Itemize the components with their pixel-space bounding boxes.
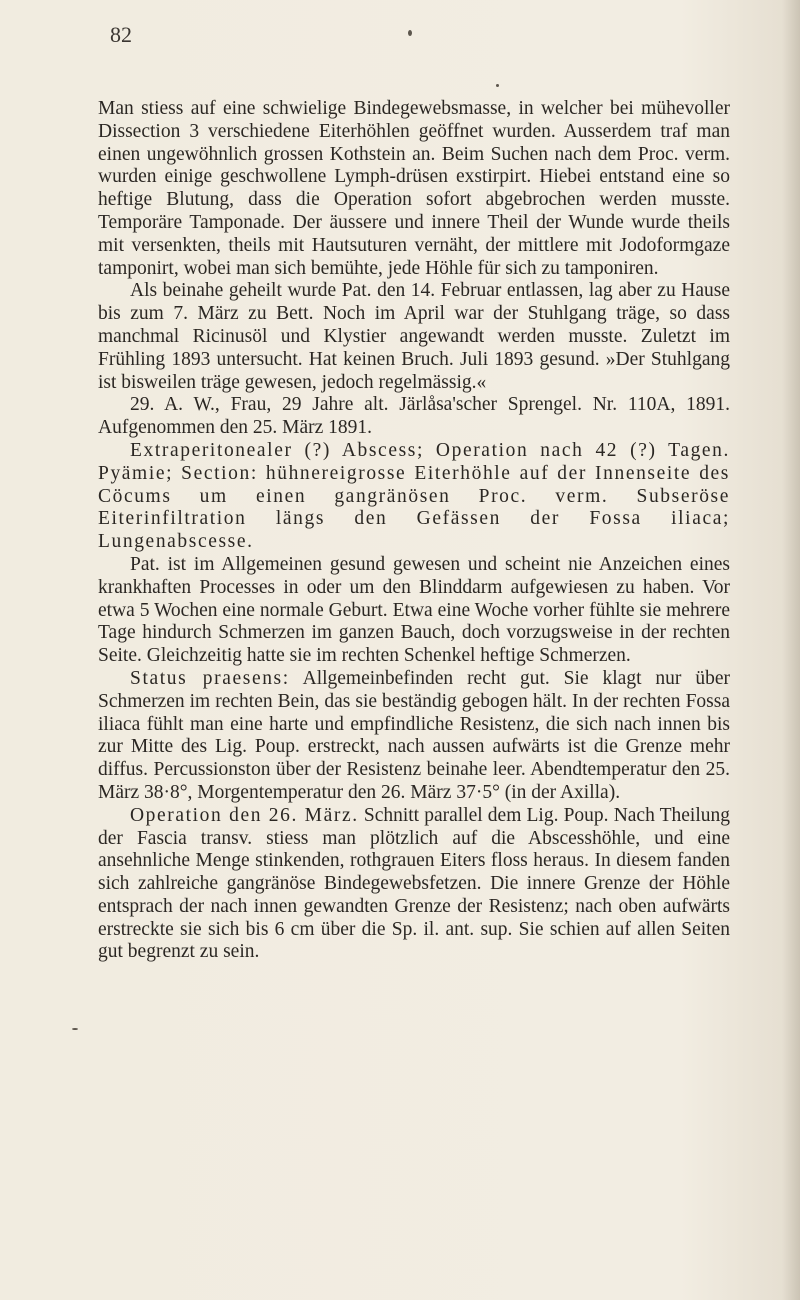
status-text: Allgemeinbefinden recht gut. Sie klagt nur über Schmerzen im rechten Bein, das sie beständig gebogen hält. In der rechten Fossa iliaca fühlt man eine harte und empfindliche Resistenz, die sich nach innen bis zur Mitte des Lig. Poup. erstreckt, nach aussen aufwärts ist die Grenze mehr diffus. Percussionston über der Resistenz beinahe leer. Abendtemperatur den 25. März 38·8°, Morgentemperatur den 26. März 37·5° (in der Axilla). [98, 667, 730, 803]
paper-speck [496, 84, 499, 87]
page-number: 82 [110, 22, 132, 47]
case-header: 29. A. W., Frau, 29 Jahre alt. Järlåsa'scher Sprengel. Nr. 110A, 1891. Aufgenommen den 25. März 1891. [98, 394, 730, 439]
operation-heading: Operation den 26. März. [130, 804, 359, 826]
paper-speck [72, 1028, 78, 1030]
status-praesens [98, 668, 730, 805]
body-text [98, 98, 730, 964]
operation-report [98, 805, 730, 965]
page-edge-shadow [782, 0, 800, 1300]
case-history: Pat. ist im Allgemeinen gesund gewesen und scheint nie Anzeichen eines krankhaften Processes in oder um den Blinddarm aufgewiesen zu haben. Vor etwa 5 Wochen eine normale Geburt. Etwa eine Woche vorher fühlte sie mehrere Tage hindurch Schmerzen im ganzen Bauch, doch vorzugsweise in der rechten Seite. Gleichzeitig hatte sie im rechten Schenkel heftige Schmerzen. [98, 553, 730, 667]
case-diagnosis: Extraperitonealer (?) Abscess; Operation nach 42 (?) Tagen. Pyämie; Section: hühnereigrosse Eiterhöhle auf der Innenseite des Cöcums um einen gangränösen Proc. verm. Subseröse Eiterinfiltration längs den Gefässen der Fossa iliaca; Lungenabscesse. [98, 439, 730, 553]
paragraph-operation-notes: Man stiess auf eine schwielige Bindegewebsmasse, in welcher bei mühevoller Dissection 3 verschiedene Eiterhöhlen geöffnet wurden. Ausserdem traf man einen ungewöhnlich grossen Kothstein an. Beim Suchen nach dem Proc. verm. wurden einige geschwollene Lymph-drüsen exstirpirt. Hiebei entstand eine so heftige Blutung, dass die Operation sofort abgebrochen werden musste. Temporäre Tamponade. Der äussere und innere Theil der Wunde wurde theils mit versenkten, theils mit Hautsuturen vernäht, der mittlere mit Jodoformgaze tamponirt, wobei man sich bemühte, jede Höhle für sich zu tamponiren. [98, 98, 730, 279]
status-heading: Status praesens: [130, 667, 290, 689]
operation-text: Schnitt parallel dem Lig. Poup. Nach Theilung der Fascia transv. stiess man plötzlich auf die Abscesshöhle, und eine ansehnliche Menge stinkenden, rothgrauen Eiters floss heraus. In diesem fanden sich zahlreiche gangränöse Bindegewebsfetzen. Die innere Grenze der Höhle entsprach der nach innen gewandten Grenze der Resistenz; nach oben aufwärts erstreckte sie sich bis 6 cm über die Sp. il. ant. sup. Sie schien auf allen Seiten gut begrenzt zu sein. [98, 804, 731, 963]
paper-speck [408, 30, 412, 36]
paragraph-discharge: Als beinahe geheilt wurde Pat. den 14. Februar entlassen, lag aber zu Hause bis zum 7. März zu Bett. Noch im April war der Stuhlgang träge, so dass manchmal Ricinusöl und Klystier angewandt werden musste. Zuletzt im Frühling 1893 untersucht. Hat keinen Bruch. Juli 1893 gesund. »Der Stuhlgang ist bisweilen träge gewesen, jedoch regelmässig.« [98, 280, 730, 393]
